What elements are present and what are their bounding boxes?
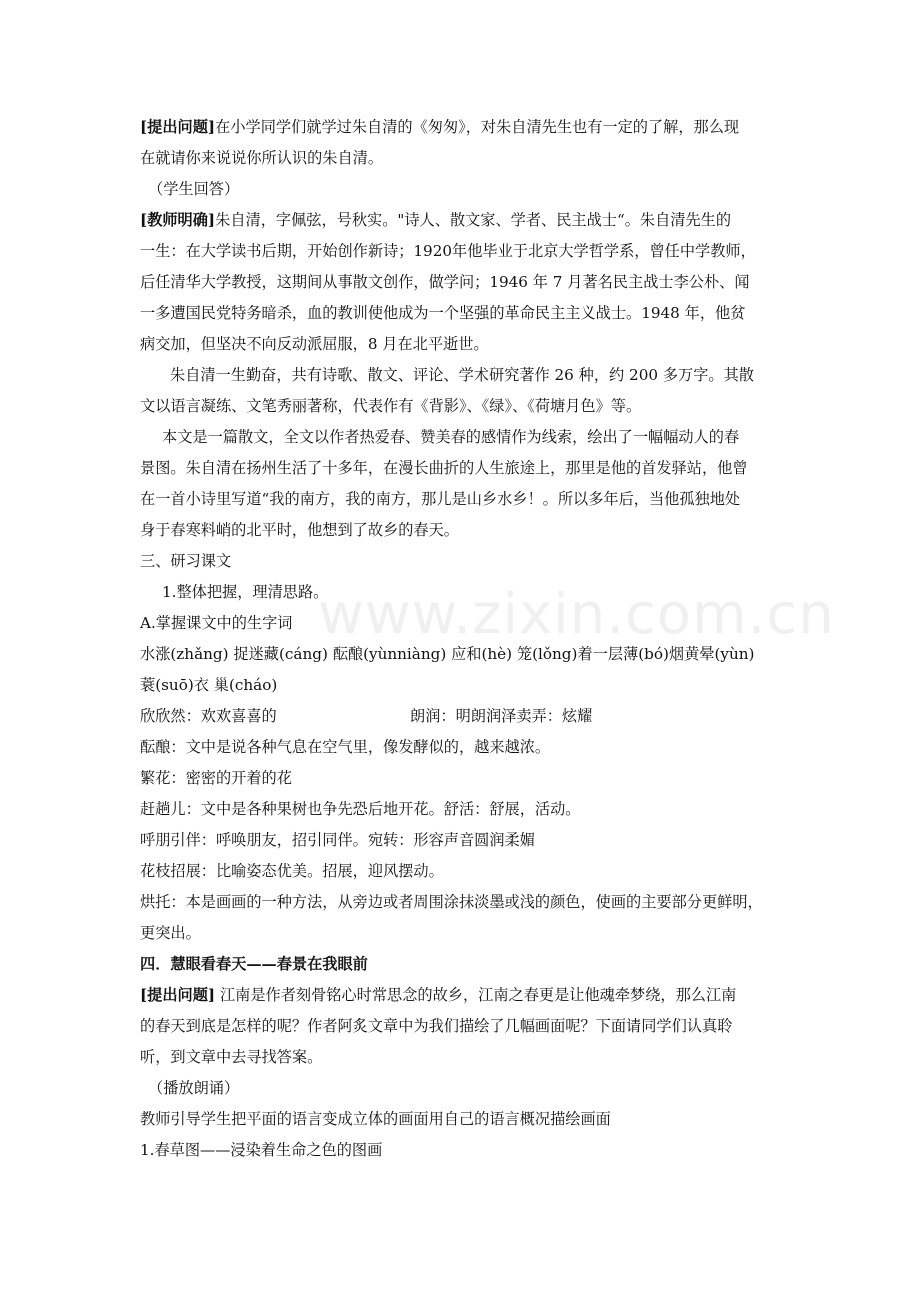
definition-yunniang: 酝酿：文中是说各种气息在空气里，像发酵似的，越来越浓。 (140, 738, 551, 756)
definition-gantanger: 赶趟儿：文中是各种果树也争先恐后地开花。舒活：舒展，活动。 (140, 800, 581, 818)
question-label-2: [提出问题] (140, 986, 216, 1004)
spring-grass-picture: 1.春草图——浸染着生命之色的图画 (140, 1141, 383, 1159)
teacher-clarify-label: [教师明确] (140, 211, 216, 229)
definition-fanhua: 繁花：密密的开着的花 (140, 769, 292, 787)
definition-langrun: 朗润：明朗润泽卖弄：炫耀 (410, 707, 593, 725)
intro-paragraph-line-4: 身于春寒料峭的北平时，他想到了故乡的春天。 (140, 521, 459, 539)
teacher-clarify-line-1: [教师明确]朱自清，字佩弦，号秋实。"诗人、散文家、学者、民主战士“。朱自清先生的 (140, 211, 732, 229)
teacher-clarify-line-3: 后任清华大学教授，这期间从事散文创作，做学问；1946 年 7 月著名民主战士李公朴、闻 (140, 273, 750, 291)
question-paragraph-2-line-2: 的春天到底是怎样的呢？作者阿炙文章中为我们描绘了几幅画面呢？下面请同学们认真聆 (140, 1017, 733, 1035)
question-label: [提出问题] (140, 118, 216, 136)
question-paragraph-2-line-3: 听，到文章中去寻找答案。 (140, 1048, 323, 1066)
section-3-heading: 三、研习课文 (140, 552, 232, 570)
intro-paragraph-line-1: 本文是一篇散文，全文以作者热爱春、赞美春的感情作为线索，绘出了一幅幅动人的春 (162, 428, 740, 446)
bio-paragraph-line-1: 朱自清一生勤奋，共有诗歌、散文、评论、学术研究著作 26 种，约 200 多万字。其散 (170, 366, 754, 384)
teacher-clarify-line-2: 一生：在大学读书后期，开始创作新诗；1920年他毕业于北京大学哲学系，曾任中学教师， (140, 242, 756, 260)
document-page (140, 112, 788, 1166)
question-paragraph-1 (140, 112, 788, 143)
teacher-clarify-line-4: 一多遭国民党特务暗杀，血的教训使他成为一个坚强的革命民主主义战士。1948 年，他贫 (140, 304, 746, 322)
vocab-line-2: 蓑(suō)衣 巢(cháo) (140, 676, 278, 694)
definition-row-1 (140, 701, 788, 732)
definition-xinxinran: 欣欣然：欢欢喜喜的 (140, 707, 277, 725)
question-paragraph-2-line-1: [提出问题] 江南是作者刻骨铭心时常思念的故乡，江南之春更是让他魂牵梦绕，那么江南 (140, 986, 737, 1004)
definition-hupengyinban: 呼朋引伴：呼唤朋友，招引同伴。宛转：形容声音圆润柔媚 (140, 831, 535, 849)
vocab-line-1: 水涨(zhǎng) 捉迷藏(cáng) 酝酿(yùnniàng) 应和(hè) 笼(lǒng)着一层薄(bó)烟黄晕(yùn) (140, 645, 755, 663)
bio-paragraph-line-2: 文以语言凝练、文笔秀丽著称，代表作有《背影》、《绿》、《荷塘月色》等。 (140, 397, 642, 415)
teacher-guide-line: 教师引导学生把平面的语言变成立体的画面用自己的语言概况描绘画面 (140, 1110, 611, 1128)
play-reading-note: （播放朗诵） (148, 1079, 240, 1097)
item-a: A.掌握课文中的生字词 (140, 614, 293, 632)
item-1: 1.整体把握，理清思路。 (162, 583, 329, 601)
definition-huazhizhaozhan: 花枝招展：比喻姿态优美。招展，迎风摆动。 (140, 862, 444, 880)
definition-hongtuo-line-2: 更突出。 (140, 924, 201, 942)
definition-hongtuo-line-1: 烘托：本是画画的一种方法，从旁边或者周围涂抹淡墨或浅的颜色，使画的主要部分更鲜明， (140, 893, 763, 911)
student-answer-note: （学生回答） (148, 180, 240, 198)
watermark: www.zixin.com.cn (318, 582, 835, 647)
teacher-clarify-line-5: 病交加，但坚决不向反动派屈服，8 月在北平逝世。 (140, 335, 489, 353)
question-paragraph-1-cont: 在就请你来说说你所认识的朱自清。 (140, 149, 383, 167)
intro-paragraph-line-2: 景图。朱自清在扬州生活了十多年，在漫长曲折的人生旅途上，那里是他的首发驿站，他曾 (140, 459, 748, 477)
question-text: 在小学同学们就学过朱自清的《匆匆》，对朱自清先生也有一定的了解，那么现 (215, 118, 740, 136)
intro-paragraph-line-3: 在一首小诗里写道“我的南方，我的南方，那儿是山乡水乡！。所以多年后，当他孤独地处 (140, 490, 741, 508)
section-4-heading: 四．慧眼看春天——春景在我眼前 (140, 955, 368, 973)
